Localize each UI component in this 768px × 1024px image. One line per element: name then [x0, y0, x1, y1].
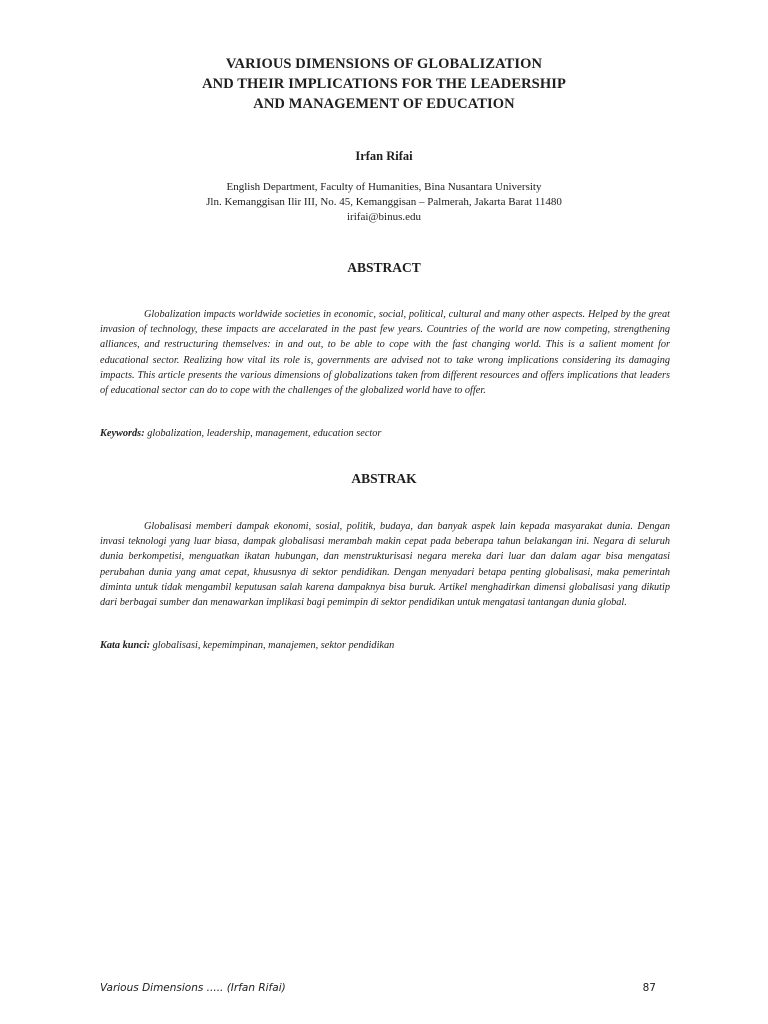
kata-kunci-text: globalisasi, kepemimpinan, manajemen, sektor pendidikan — [152, 640, 395, 651]
abstrak-heading: ABSTRAK — [351, 471, 417, 486]
kata-kunci-line — [100, 638, 670, 653]
affiliation-line: English Department, Faculty of Humanities, Bina Nusantara University — [226, 181, 542, 193]
keywords-line — [100, 426, 670, 441]
affiliation-line: Jln. Kemanggisan Ilir III, No. 45, Kemanggisan – Palmerah, Jakarta Barat 11480 — [206, 196, 562, 208]
abstract-body: Globalization impacts worldwide societies in economic, social, political, cultural and many other aspects. Helped by the great invasion of technology, these impacts are accelarated in the past few years. Countries of the world are now competing, strengthening alliances, and restructuring themselves: in and out, to be able to cope with the fast changing world. This is a salient moment for educational sector. Realizing how vital its role is, governments are advised not to take wrong implications considering its damaging impacts. This article presents the various dimensions of globalizations taken from different resources and offers implications that leaders of educational sector can do to cope with the challenges of the globalized world have to offer. — [100, 309, 670, 397]
title-line: AND MANAGEMENT OF EDUCATION — [253, 96, 515, 112]
author-email: irifai@binus.edu — [347, 211, 421, 223]
title-line: AND THEIR IMPLICATIONS FOR THE LEADERSHIP — [202, 76, 566, 92]
author-name: Irfan Rifai — [355, 149, 413, 163]
running-footer-title: Various Dimensions ..... (Irfan Rifai) — [100, 982, 286, 994]
kata-kunci-label: Kata kunci: — [100, 640, 151, 651]
author-affiliation — [100, 180, 668, 225]
keywords-label: Keywords: — [100, 428, 145, 439]
paper-title — [100, 54, 668, 114]
title-line: VARIOUS DIMENSIONS OF GLOBALIZATION — [225, 56, 543, 72]
abstract-heading: ABSTRACT — [347, 260, 421, 275]
keywords-text: globalization, leadership, management, education sector — [147, 428, 382, 439]
abstrak-body: Globalisasi memberi dampak ekonomi, sosial, politik, budaya, dan banyak aspek lain kepada masyarakat dunia. Dengan invasi teknologi yang luar biasa, dampak globalisasi merambah makin cepat pada beberapa tahun belakangan ini. Negara di seluruh dunia berkompetisi, menguatkan ikatan hubungan, dan menstrukturisasi negara mereka dari luar dan dalam agar bisa mengatasi perubahan dunia yang amat cepat, khususnya di sektor pendidikan. Dengan menyadari betapa penting globalisasi, maka pemerintah diminta untuk tidak mengambil keputusan salah karena dampaknya bisa buruk. Artikel menghadirkan dimensi globalisasi yang dikutip dari berbagai sumber dan menawarkan implikasi bagi pemimpin di sektor pendidikan untuk mengatasi tantangan dunia global. — [100, 521, 670, 609]
page-number: 87 — [642, 982, 656, 994]
